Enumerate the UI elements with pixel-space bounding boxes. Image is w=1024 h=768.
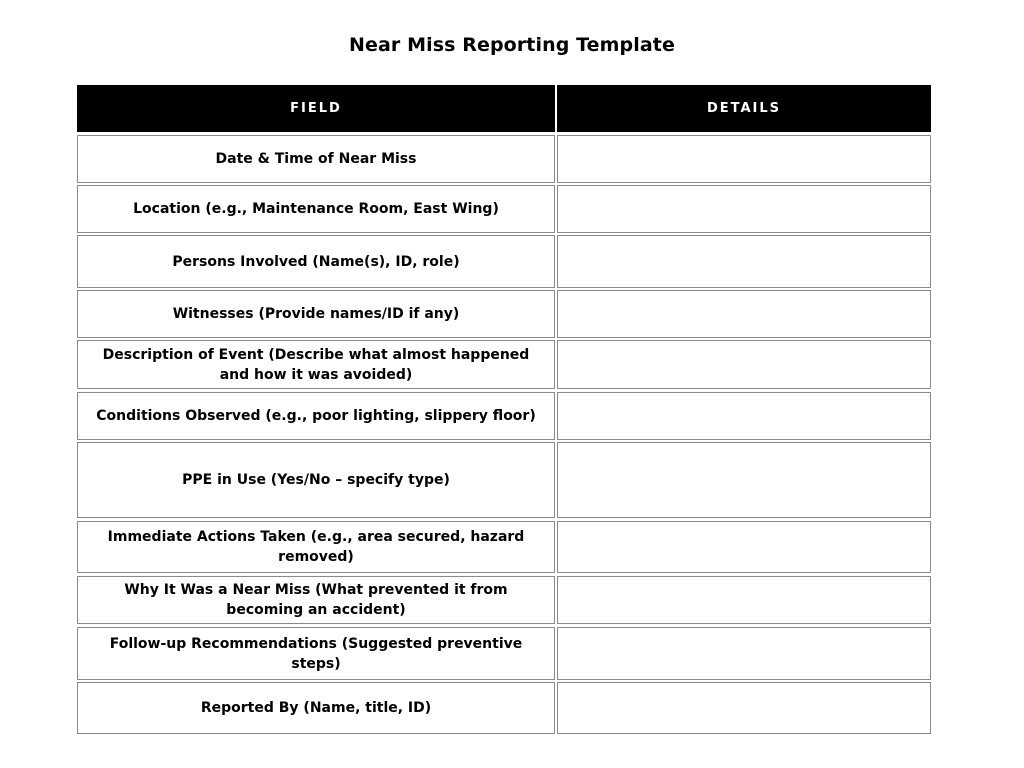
details-cell-location[interactable] [557, 185, 931, 233]
table-row-reported-by [77, 682, 931, 734]
table-row-why-near-miss [77, 576, 931, 624]
table-row-follow-up [77, 627, 931, 680]
details-cell-description[interactable] [557, 340, 931, 389]
table-row-persons-involved [77, 235, 931, 288]
field-label-ppe: PPE in Use (Yes/No – specify type) [77, 442, 555, 518]
details-cell-ppe[interactable] [557, 442, 931, 518]
details-cell-why-near-miss[interactable] [557, 576, 931, 624]
field-label-why-near-miss: Why It Was a Near Miss (What prevented it from becoming an accident) [77, 576, 555, 624]
table-row-description [77, 340, 931, 389]
table-row-ppe [77, 442, 931, 518]
details-cell-conditions[interactable] [557, 392, 931, 440]
field-label-description: Description of Event (Describe what almost happened and how it was avoided) [77, 340, 555, 389]
field-label-witnesses: Witnesses (Provide names/ID if any) [77, 290, 555, 338]
document-title: Near Miss Reporting Template [349, 34, 675, 56]
field-label-follow-up: Follow-up Recommendations (Suggested preventive steps) [77, 627, 555, 680]
details-cell-date-time[interactable] [557, 135, 931, 183]
table-row-witnesses [77, 290, 931, 338]
header-field: FIELD [77, 85, 555, 132]
field-label-immediate-actions: Immediate Actions Taken (e.g., area secured, hazard removed) [77, 521, 555, 573]
field-label-date-time: Date & Time of Near Miss [77, 135, 555, 183]
table-header-row [77, 85, 931, 132]
table-row-immediate-actions [77, 521, 931, 573]
header-details: DETAILS [557, 85, 931, 132]
field-label-reported-by: Reported By (Name, title, ID) [77, 682, 555, 734]
table-row-location [77, 185, 931, 233]
table-row-date-time [77, 135, 931, 183]
details-cell-follow-up[interactable] [557, 627, 931, 680]
details-cell-persons-involved[interactable] [557, 235, 931, 288]
field-label-conditions: Conditions Observed (e.g., poor lighting, slippery floor) [77, 392, 555, 440]
details-cell-immediate-actions[interactable] [557, 521, 931, 573]
table-row-conditions [77, 392, 931, 440]
field-label-location: Location (e.g., Maintenance Room, East Wing) [77, 185, 555, 233]
details-cell-witnesses[interactable] [557, 290, 931, 338]
details-cell-reported-by[interactable] [557, 682, 931, 734]
field-label-persons-involved: Persons Involved (Name(s), ID, role) [77, 235, 555, 288]
